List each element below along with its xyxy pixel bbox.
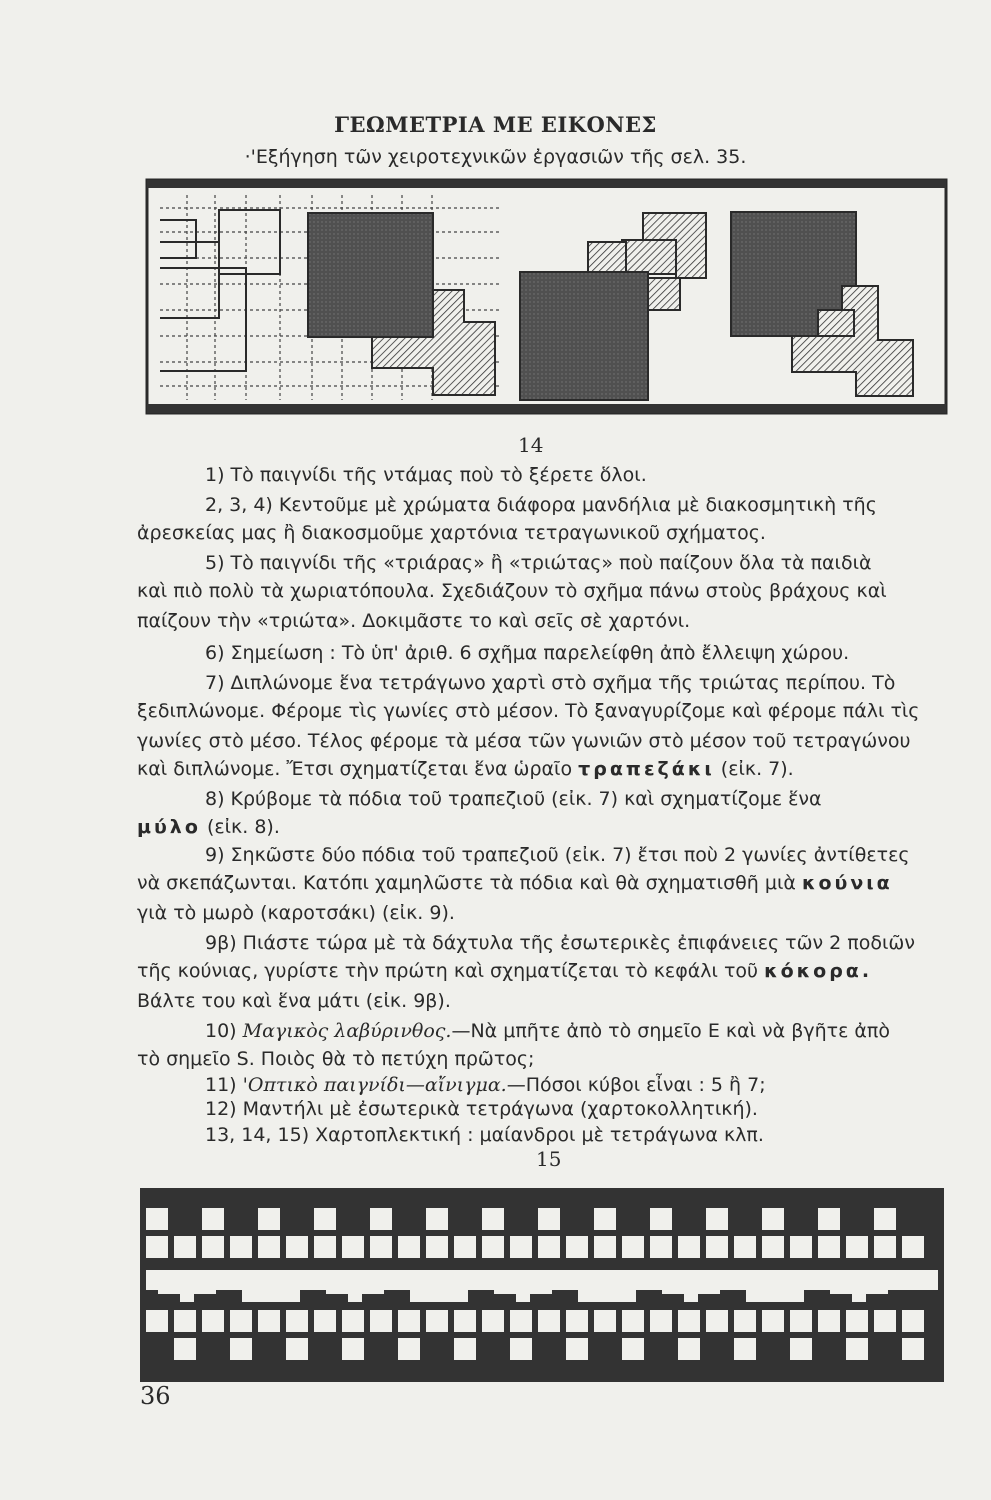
text-line-16: γιὰ τὸ μωρὸ (καροτσάκι) (εἰκ. 9). — [137, 902, 455, 924]
band-cell — [230, 1236, 252, 1258]
band-cell — [594, 1208, 616, 1230]
band-cell — [566, 1338, 588, 1360]
band-cell — [678, 1236, 700, 1258]
text-line-4: 5) Τὸ παιγνίδι τῆς «τριάρας» ἢ «τριώτας» ποὺ παίζουν ὅλα τὰ παιδιὰ — [205, 552, 872, 574]
page-subtitle: ·'Εξήγηση τῶν χειροτεχνικῶν ἐργασιῶν τῆς σελ. 35. — [244, 146, 747, 168]
meander-riser — [264, 1280, 278, 1302]
band-cell — [622, 1310, 644, 1332]
band-cell — [902, 1236, 924, 1258]
band-cell — [622, 1338, 644, 1360]
text-line-9: ξεδιπλώνομε. Φέρομε τὶς γωνίες στὸ μέσον. Τὸ ξαναγυρίζομε καὶ φέρομε πάλι τὶς — [137, 700, 920, 722]
band-cell — [510, 1338, 532, 1360]
text-11b: τραπεζάκι — [578, 758, 715, 780]
band-cell — [762, 1208, 784, 1230]
text-line-23: 12) Μαντήλι μὲ ἐσωτερικὰ τετράγωνα (χαρτοκολλητική). — [205, 1098, 758, 1120]
band-cell — [790, 1310, 812, 1332]
band-cell — [902, 1310, 924, 1332]
band-cell — [846, 1310, 868, 1332]
text-18b: κόκορα. — [764, 960, 873, 982]
figure-15 — [0, 1180, 991, 1400]
band-cell — [314, 1208, 336, 1230]
text-20c: —Νὰ μπῆτε ἀπὸ τὸ σημεῖο Ε καὶ νὰ βγῆτε ἀπὸ — [451, 1020, 890, 1042]
band-cell — [370, 1236, 392, 1258]
band-cell — [398, 1338, 420, 1360]
band-cell — [622, 1236, 644, 1258]
band-cell — [734, 1338, 756, 1360]
band-cell — [846, 1236, 868, 1258]
band-cell — [482, 1236, 504, 1258]
band-cell — [342, 1338, 364, 1360]
text-line-14: 9) Σηκῶστε δύο πόδια τοῦ τραπεζιοῦ (εἰκ. 7) ἔτσι ποὺ 2 γωνίες ἀντίθετες — [205, 844, 910, 866]
band-cell — [314, 1310, 336, 1332]
text-11a: καὶ διπλώνομε. Ἔτσι σχηματίζεται ἕνα ὡραῖο — [137, 758, 573, 780]
text-line-11 — [137, 756, 794, 782]
band-cell — [762, 1236, 784, 1258]
band-cell — [762, 1310, 784, 1332]
band-cell — [286, 1236, 308, 1258]
band-cell — [426, 1208, 448, 1230]
text-line-22 — [205, 1072, 766, 1098]
band-cell — [370, 1310, 392, 1332]
band-cell — [314, 1236, 336, 1258]
band-cell — [258, 1310, 280, 1332]
meander-riser — [516, 1280, 530, 1302]
band-cell — [174, 1338, 196, 1360]
band-cell — [874, 1310, 896, 1332]
band-cell — [874, 1236, 896, 1258]
text-22a: 11) — [205, 1074, 237, 1096]
text-13b: (εἰκ. 8). — [206, 816, 280, 838]
text-13a: μύλο — [137, 816, 201, 838]
band-cell — [230, 1338, 252, 1360]
band-cell — [538, 1208, 560, 1230]
band-cell — [650, 1236, 672, 1258]
band-cell — [370, 1208, 392, 1230]
band-cell — [818, 1310, 840, 1332]
band-cell — [594, 1310, 616, 1332]
text-line-5: καὶ πιὸ πολὺ τὰ χωριατόπουλα. Σχεδιάζουν τὸ σχῆμα πάνω στοὺς βράχους καὶ — [137, 580, 887, 602]
meander-riser — [180, 1280, 194, 1302]
meander-riser — [684, 1280, 698, 1302]
band-cell — [566, 1310, 588, 1332]
band-cell — [790, 1236, 812, 1258]
band-cell — [454, 1310, 476, 1332]
band-cell — [734, 1310, 756, 1332]
text-line-6: παίζουν τὴν «τριώτα». Δοκιμᾶστε το καὶ σεῖς σὲ χαρτόνι. — [137, 610, 691, 632]
text-line-7: 6) Σημείωση : Τὸ ὑπ' ἀριθ. 6 σχῆμα παρελείφθη ἀπὸ ἔλλειψη χώρου. — [205, 642, 850, 664]
band-cell — [538, 1310, 560, 1332]
text-line-13 — [137, 814, 280, 840]
band-cell — [594, 1236, 616, 1258]
band-cell — [846, 1338, 868, 1360]
meander-riser — [432, 1280, 446, 1302]
page-number: 36 — [140, 1382, 171, 1410]
meander-riser — [348, 1280, 362, 1302]
band-cell — [818, 1236, 840, 1258]
text-line-3: ἀρεσκείας μας ἢ διακοσμοῦμε χαρτόνια τετραγωνικοῦ σχήματος. — [137, 522, 766, 544]
text-line-10: γωνίες στὸ μέσο. Τέλος φέρομε τὰ μέσα τῶν γωνιῶν στὸ μέσον τοῦ τετραγώνου — [137, 730, 911, 752]
band-cell — [538, 1236, 560, 1258]
band-cell — [454, 1338, 476, 1360]
band-cell — [902, 1338, 924, 1360]
band-cell — [202, 1310, 224, 1332]
band-cell — [650, 1310, 672, 1332]
text-line-21: τὸ σημεῖο S. Ποιὸς θὰ τὸ πετύχη πρῶτος; — [137, 1048, 535, 1070]
text-22b: 'Οπτικὸ παιγνίδι—αἴνιγμα. — [242, 1074, 507, 1096]
band-cell — [286, 1338, 308, 1360]
text-line-24: 13, 14, 15) Χαρτοπλεκτική : μαίανδροι μὲ τετράγωνα κλπ. — [205, 1124, 764, 1146]
band-cell — [510, 1236, 532, 1258]
band-cell — [202, 1208, 224, 1230]
page-title: ΓΕΩΜΕΤΡΙΑ ΜΕ ΕΙΚΟΝΕΣ — [334, 112, 657, 137]
band-cell — [174, 1236, 196, 1258]
text-line-18 — [137, 958, 872, 984]
text-line-12: 8) Κρύβομε τὰ πόδια τοῦ τραπεζιοῦ (εἰκ. 7) καὶ σχηματίζομε ἕνα — [205, 788, 822, 810]
band-cell — [818, 1208, 840, 1230]
band-cell — [174, 1310, 196, 1332]
meander-riser — [852, 1280, 866, 1302]
band-cell — [342, 1310, 364, 1332]
band-cell — [258, 1236, 280, 1258]
band-cell — [426, 1310, 448, 1332]
band-cell — [874, 1208, 896, 1230]
text-line-19: Βάλτε του καὶ ἕνα μάτι (εἰκ. 9β). — [137, 990, 451, 1012]
band-cell — [286, 1310, 308, 1332]
text-line-1: 1) Τὸ παιγνίδι τῆς ντάμας ποὺ τὸ ξέρετε ὅλοι. — [205, 464, 647, 486]
band-cell — [202, 1236, 224, 1258]
text-line-15 — [137, 870, 893, 896]
band-cell — [230, 1310, 252, 1332]
figure-14-label: 14 — [518, 433, 544, 457]
band-rail — [146, 1270, 938, 1280]
text-line-2: 2, 3, 4) Κεντοῦμε μὲ χρώματα διάφορα μανδήλια μὲ διακοσμητικὴ τῆς — [205, 494, 877, 516]
band-cell — [790, 1338, 812, 1360]
meander-riser — [768, 1280, 782, 1302]
text-line-20 — [205, 1018, 890, 1044]
band-cell — [706, 1236, 728, 1258]
meander-riser — [600, 1280, 614, 1302]
band-cell — [706, 1208, 728, 1230]
band-cell — [566, 1236, 588, 1258]
text-11c: (εἰκ. 7). — [720, 758, 794, 780]
text-15a: νὰ σκεπάζωνται. Κατόπι χαμηλῶστε τὰ πόδια καὶ θὰ σχηματισθῆ μιὰ — [137, 872, 796, 894]
text-18a: τῆς κούνιας, γυρίστε τὴν πρώτη καὶ σχηματίζεται τὸ κεφάλι τοῦ — [137, 960, 759, 982]
text-line-17: 9β) Πιάστε τώρα μὲ τὰ δάχτυλα τῆς ἐσωτερικὲς ἐπιφάνειες τῶν 2 ποδιῶν — [205, 932, 915, 954]
band-cell — [146, 1208, 168, 1230]
band-cell — [426, 1236, 448, 1258]
band-cell — [146, 1236, 168, 1258]
band-cell — [678, 1338, 700, 1360]
band-cell — [342, 1236, 364, 1258]
band-cell — [146, 1310, 168, 1332]
text-15b: κούνια — [801, 872, 893, 894]
band-cell — [734, 1236, 756, 1258]
text-20b: Μαγικὸς λαβύρινθος. — [242, 1020, 452, 1042]
band-cell — [510, 1310, 532, 1332]
text-22c: —Πόσοι κύβοι εἶναι : 5 ἢ 7; — [506, 1074, 766, 1096]
band-cell — [398, 1310, 420, 1332]
band-cell — [454, 1236, 476, 1258]
text-line-8: 7) Διπλώνομε ἕνα τετράγωνο χαρτὶ στὸ σχῆμα τῆς τριώτας περίπου. Τὸ — [205, 672, 896, 694]
band-cell — [482, 1310, 504, 1332]
band-cell — [258, 1208, 280, 1230]
figure-15-label: 15 — [536, 1147, 562, 1171]
band-cell — [706, 1310, 728, 1332]
band-cell — [482, 1208, 504, 1230]
band-cell — [678, 1310, 700, 1332]
figure-14 — [0, 0, 991, 440]
band-cell — [650, 1208, 672, 1230]
band-cell — [398, 1236, 420, 1258]
text-20a: 10) — [205, 1020, 237, 1042]
